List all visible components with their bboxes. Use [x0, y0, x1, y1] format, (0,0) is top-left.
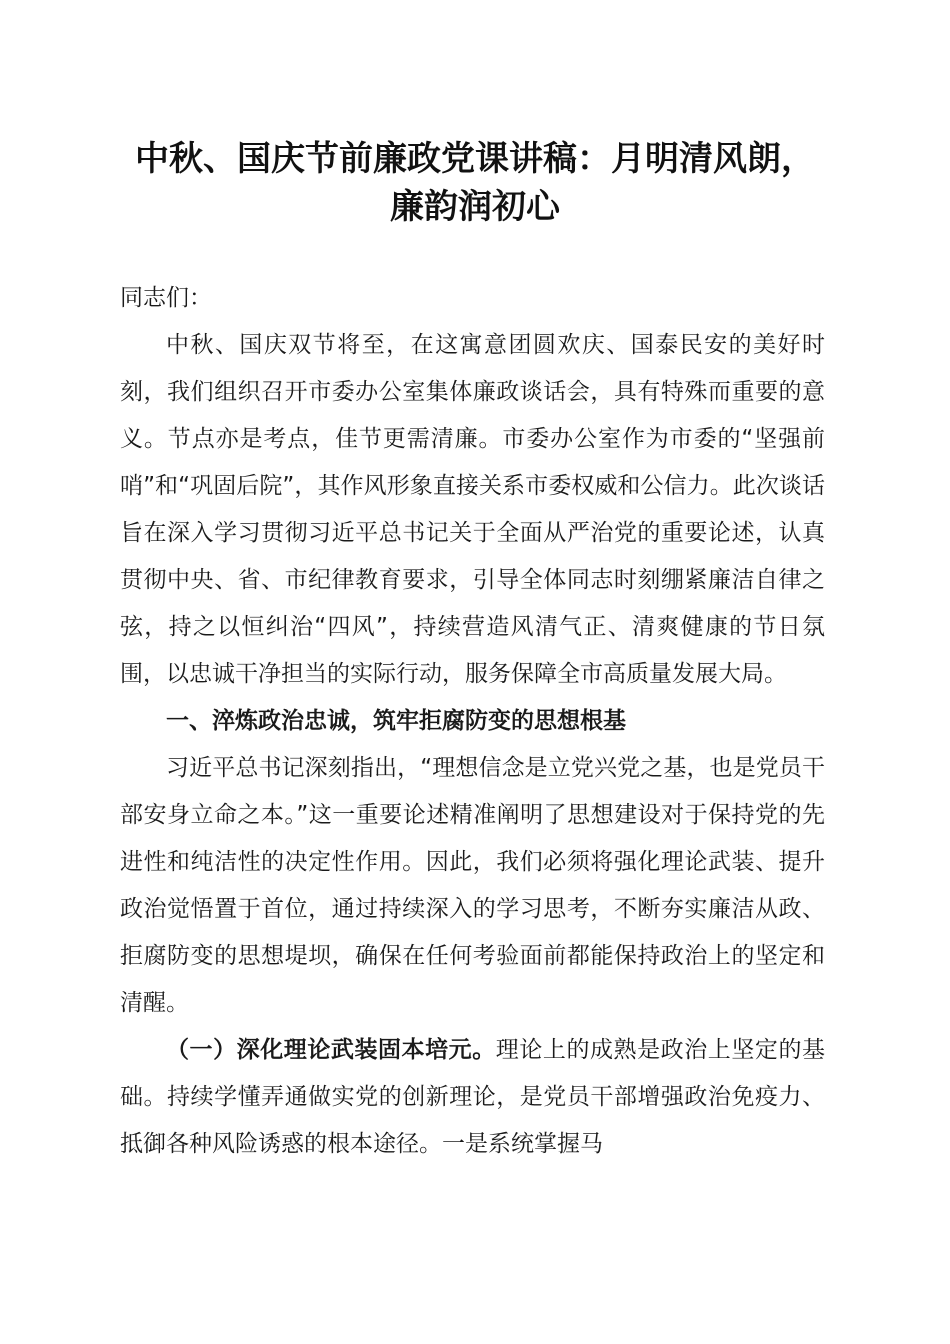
title-line-2: 廉韵润初心 [390, 187, 560, 227]
greeting: 同志们： [120, 285, 212, 311]
paragraph-section-1: 习近平总书记深刻指出，“理想信念是立党兴党之基，也是党员干部安身立命之本。”这一重要论述精准阐明了思想建设对于保持党的先进性和纯洁性的决定性作用。因此，我们必须将强化理论武装、提升政治觉悟置于首位，通过持续深入的学习思考，不断夯实廉洁从政、拒腐防变的思想堤坝，确保在任何考验面前都能保持政治上的坚定和清醒。 [120, 755, 825, 1016]
title-line-1: 中秋、国庆节前廉政党课讲稿：月明清风朗， [135, 139, 815, 179]
subsection-1-text: 理论上的成熟是政治上坚定的基础。持续学懂弄通做实党的创新理论，是党员干部增强政治免疫力、抵御各种风险诱惑的根本途径。一是系统掌握马 [120, 1037, 826, 1157]
document-title [100, 135, 850, 231]
paragraph-intro: 中秋、国庆双节将至，在这寓意团圆欢庆、国泰民安的美好时刻，我们组织召开市委办公室集体廉政谈话会，具有特殊而重要的意义。节点亦是考点，佳节更需清廉。市委办公室作为市委的“坚强前哨”和“巩固后院”，其作风形象直接关系市委权威和公信力。此次谈话旨在深入学习贯彻习近平总书记关于全面从严治党的重要论述，认真贯彻中央、省、市纪律教育要求，引导全体同志时刻绷紧廉洁自律之弦，持之以恒纠治“四风”，持续营造风清气正、清爽健康的节日氛围，以忠诚干净担当的实际行动，服务保障全市高质量发展大局。 [120, 332, 825, 687]
paragraph-subsection-1 [120, 1027, 825, 1168]
document-body [120, 275, 825, 1168]
subsection-1-lead: （一）深化理论武装固本培元。 [166, 1037, 496, 1063]
section-heading-1: 一、淬炼政治忠诚，筑牢拒腐防变的思想根基 [166, 708, 626, 734]
